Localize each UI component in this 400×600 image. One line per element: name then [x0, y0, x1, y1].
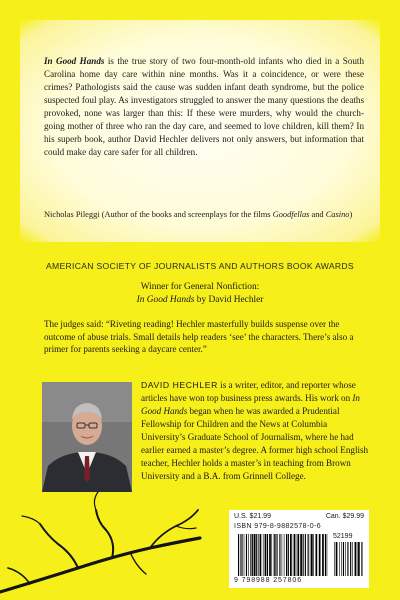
isbn-label: ISBN 979-8-9882578-0-6 [234, 523, 322, 530]
book-blurb [44, 55, 364, 159]
bio-book-title: In Good Hands [141, 393, 360, 416]
quote-conj: and [309, 210, 326, 219]
author-photo [42, 382, 132, 492]
quote-author: Nicholas Pileggi [44, 210, 100, 219]
barcode-icon [234, 532, 364, 578]
blurb-book-title: In Good Hands [44, 56, 105, 66]
quote-attribution [44, 209, 374, 220]
award-winner [0, 281, 400, 307]
barcode-digits: 9 798988 257806 [234, 577, 302, 584]
branch-silhouette-icon [0, 480, 240, 600]
award-byline: by David Hechler [194, 295, 264, 305]
film-casino: Casino [325, 210, 350, 219]
quote-credit: (Author of the books and screenplays for the films [99, 210, 273, 219]
bio-text-2: began when he was awarded a Prudential Fellowship for Children and the News at Columbia University’s Graduate School of Journalism, where he had earlier earned a master’s degree. A former high school English teacher, Hechler holds a master’s in teaching from Brown University and a B.A. from Grinnell College. [141, 406, 369, 481]
author-name: DAVID HECHLER [141, 380, 218, 390]
price-line [234, 513, 364, 520]
film-goodfellas: Goodfellas [272, 210, 310, 219]
barcode-panel [229, 510, 369, 588]
award-heading: AMERICAN SOCIETY OF JOURNALISTS AND AUTHORS BOOK AWARDS [46, 261, 354, 271]
quote-close: ) [349, 210, 353, 219]
price-us: U.S. $21.99 [234, 513, 271, 520]
price-can: Can. $29.99 [325, 513, 364, 520]
author-portrait-icon [42, 382, 132, 492]
author-bio [141, 379, 370, 483]
blurb-text: is the true story of two four-month-old infants who died in a South Carolina home day care within nine months. Was it a coincidence, or were these crimes? Pathologists said the cause was sudden infant death syndrome, but the police suspected foul play. As investigators struggled to answer the many questions the deaths provoked, none was larger than this: If these were murders, why would the church-going mother of three who ran the day care, and seemed to love children, kill them? In his superb book, author David Hechler delivers not only answers, but information that could make day care safer for all children. [44, 56, 365, 157]
price-supplement-code: 52199 [333, 533, 353, 540]
bio-text-1: is a writer, editor, and reporter whose articles have won top business press awards. His work on [141, 380, 356, 403]
award-book-title: In Good Hands [136, 295, 195, 305]
judges-quote: The judges said: “Riveting reading! Hechler masterfully builds suspense over the outcome of abuse trials. Small details help readers ‘see’ the characters. There’s also a primer for parents seeking a daycare center.” [44, 319, 354, 354]
award-category: Winner for General Nonfiction: [140, 282, 260, 292]
